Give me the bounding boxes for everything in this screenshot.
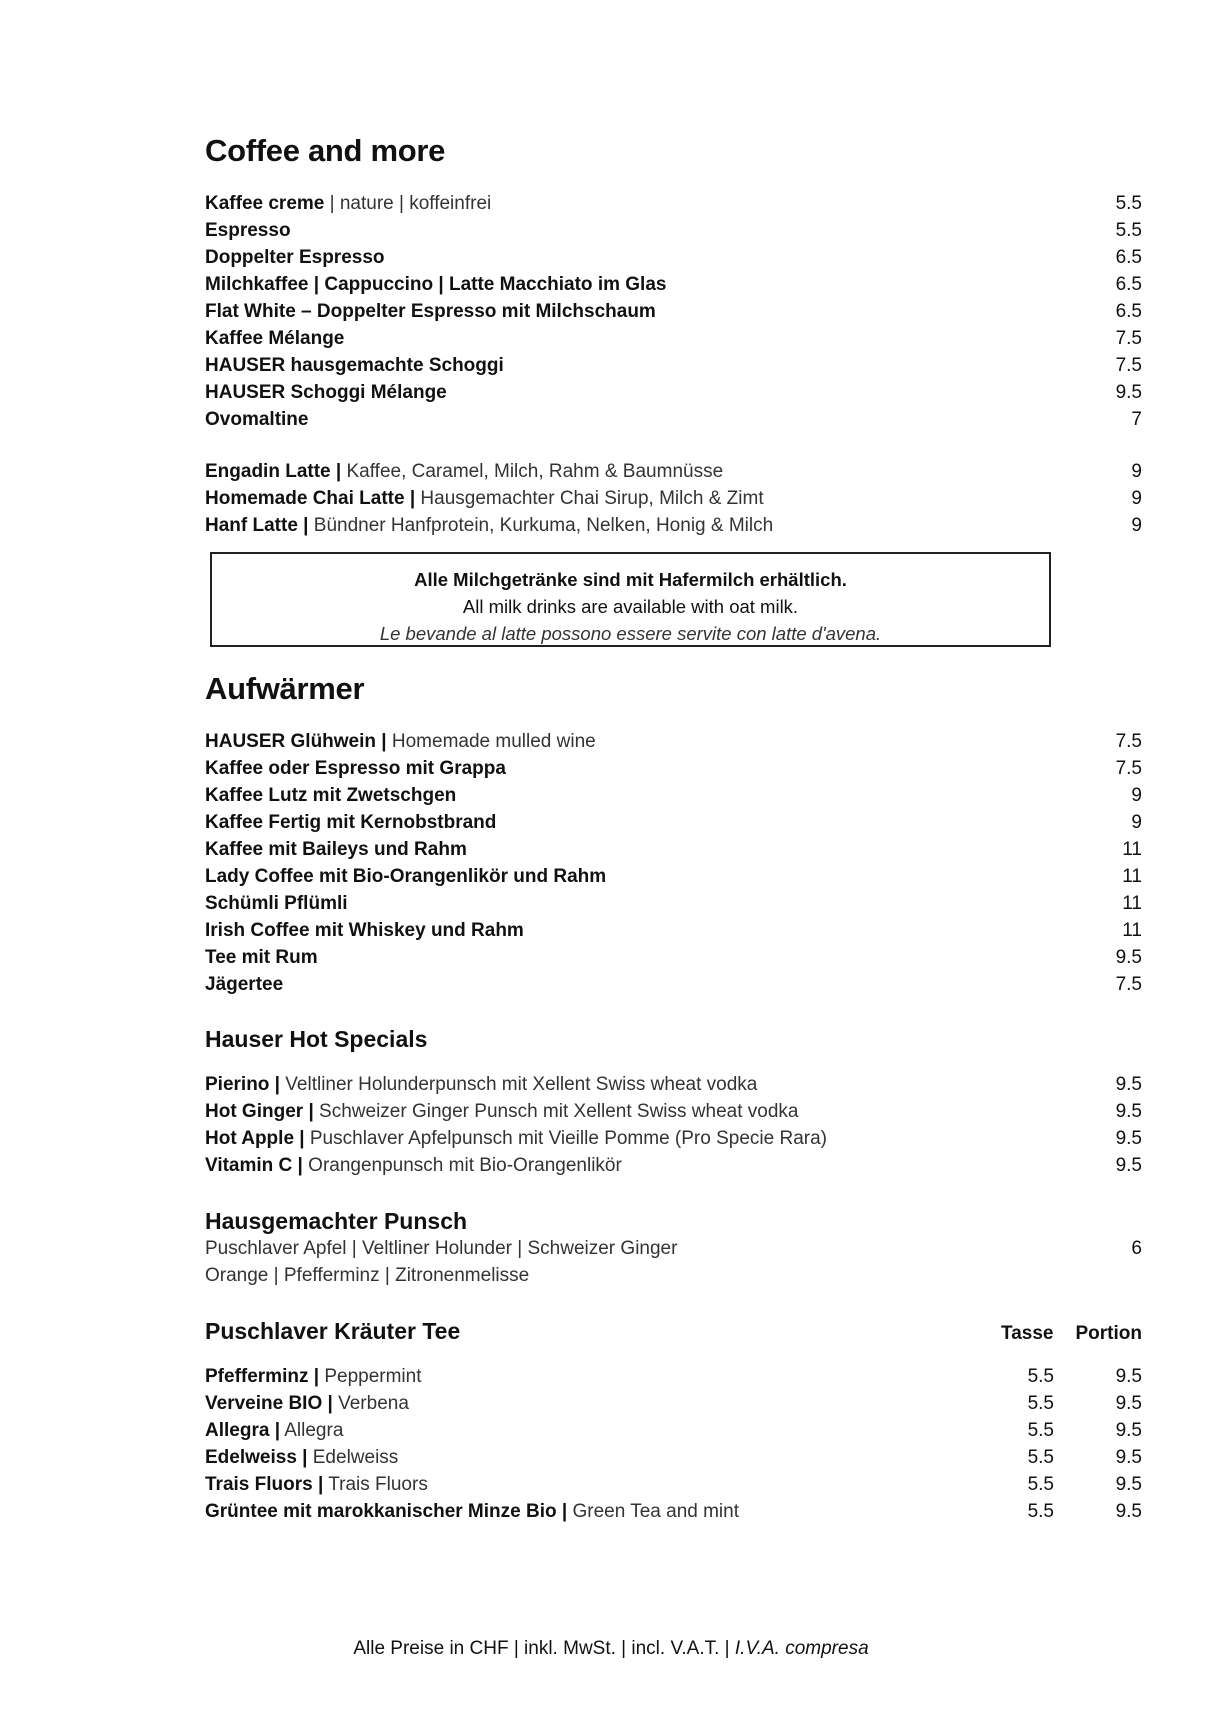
list-item: HAUSER hausgemachte Schoggi 7.5 (205, 355, 1142, 376)
list-item: Homemade Chai Latte | Hausgemachter Chai Sirup, Milch & Zimt 9 (205, 488, 1142, 509)
list-item: Irish Coffee mit Whiskey und Rahm 11 (205, 920, 1142, 941)
tee-list (205, 1363, 1142, 1525)
hot-specials-list (205, 1071, 1142, 1179)
list-item: Pfefferminz | Peppermint 5.5 9.5 (205, 1366, 1142, 1387)
list-item: Engadin Latte | Kaffee, Caramel, Milch, Rahm & Baumnüsse 9 (205, 461, 1142, 482)
list-item: Lady Coffee mit Bio-Orangenlikör und Rahm 11 (205, 866, 1142, 887)
tee-column-headers (979, 1323, 1142, 1345)
list-item: Doppelter Espresso 6.5 (205, 247, 1142, 268)
section-title-hot-specials: Hauser Hot Specials (205, 1026, 428, 1052)
column-header-tasse: Tasse (1001, 1323, 1054, 1344)
list-item: Orange | Pfefferminz | Zitronenmelisse (205, 1265, 530, 1286)
list-item: Hot Apple | Puschlaver Apfelpunsch mit Vieille Pomme (Pro Specie Rara) 9.5 (205, 1128, 1142, 1149)
list-item: Allegra | Allegra 5.5 9.5 (205, 1420, 1142, 1441)
section-title-coffee: Coffee and more (205, 133, 446, 168)
section-title-aufwaermer: Aufwärmer (205, 671, 365, 706)
list-item: Edelweiss | Edelweiss 5.5 9.5 (205, 1447, 1142, 1468)
list-item: Kaffee Fertig mit Kernobstbrand 9 (205, 812, 1142, 833)
latte-list (205, 458, 1142, 539)
list-item: Flat White – Doppelter Espresso mit Milchschaum 6.5 (205, 301, 1142, 322)
list-item: Ovomaltine 7 (205, 409, 1142, 430)
note-italian: Le bevande al latte possono essere servite con latte d'avena. (379, 623, 882, 644)
list-item: Milchkaffee | Cappuccino | Latte Macchiato im Glas 6.5 (205, 274, 1142, 295)
list-item: Trais Fluors | Trais Fluors 5.5 9.5 (205, 1474, 1142, 1495)
list-item: Jägertee 7.5 (205, 974, 1142, 995)
list-item: Vitamin C | Orangenpunsch mit Bio-Orangenlikör 9.5 (205, 1155, 1142, 1176)
section-title-tee: Puschlaver Kräuter Tee (205, 1318, 461, 1344)
list-item: HAUSER Glühwein | Homemade mulled wine 7.5 (205, 731, 1142, 752)
oat-milk-note-box (210, 552, 1051, 647)
column-header-portion: Portion (1075, 1323, 1142, 1344)
list-item: Verveine BIO | Verbena 5.5 9.5 (205, 1393, 1142, 1414)
list-item: Tee mit Rum 9.5 (205, 947, 1142, 968)
aufwaermer-list (205, 728, 1142, 998)
list-item: Kaffee mit Baileys und Rahm 11 (205, 839, 1142, 860)
list-item: Schümli Pflümli 11 (205, 893, 1142, 914)
note-german: Alle Milchgetränke sind mit Hafermilch erhältlich. (414, 569, 847, 590)
note-english: All milk drinks are available with oat milk. (462, 596, 799, 617)
price-footer: Alle Preise in CHF | inkl. MwSt. | incl. V.A.T. | I.V.A. compresa (353, 1638, 869, 1659)
list-item: Puschlaver Apfel | Veltliner Holunder | Schweizer Ginger 6 (205, 1238, 1142, 1259)
list-item: Pierino | Veltliner Holunderpunsch mit Xellent Swiss wheat vodka 9.5 (205, 1074, 1142, 1095)
coffee-list (205, 190, 1142, 433)
list-item: Kaffee Lutz mit Zwetschgen 9 (205, 785, 1142, 806)
list-item: Kaffee creme | nature | koffeinfrei 5.5 (205, 193, 1142, 214)
list-item: Hanf Latte | Bündner Hanfprotein, Kurkuma, Nelken, Honig & Milch 9 (205, 515, 1142, 536)
list-item: Kaffee Mélange 7.5 (205, 328, 1142, 349)
list-item: Hot Ginger | Schweizer Ginger Punsch mit Xellent Swiss wheat vodka 9.5 (205, 1101, 1142, 1122)
list-item: HAUSER Schoggi Mélange 9.5 (205, 382, 1142, 403)
section-title-punsch: Hausgemachter Punsch (205, 1208, 468, 1234)
list-item: Espresso 5.5 (205, 220, 1142, 241)
list-item: Grüntee mit marokkanischer Minze Bio | Green Tea and mint 5.5 9.5 (205, 1501, 1142, 1522)
punsch-list (205, 1235, 1142, 1289)
list-item: Kaffee oder Espresso mit Grappa 7.5 (205, 758, 1142, 779)
